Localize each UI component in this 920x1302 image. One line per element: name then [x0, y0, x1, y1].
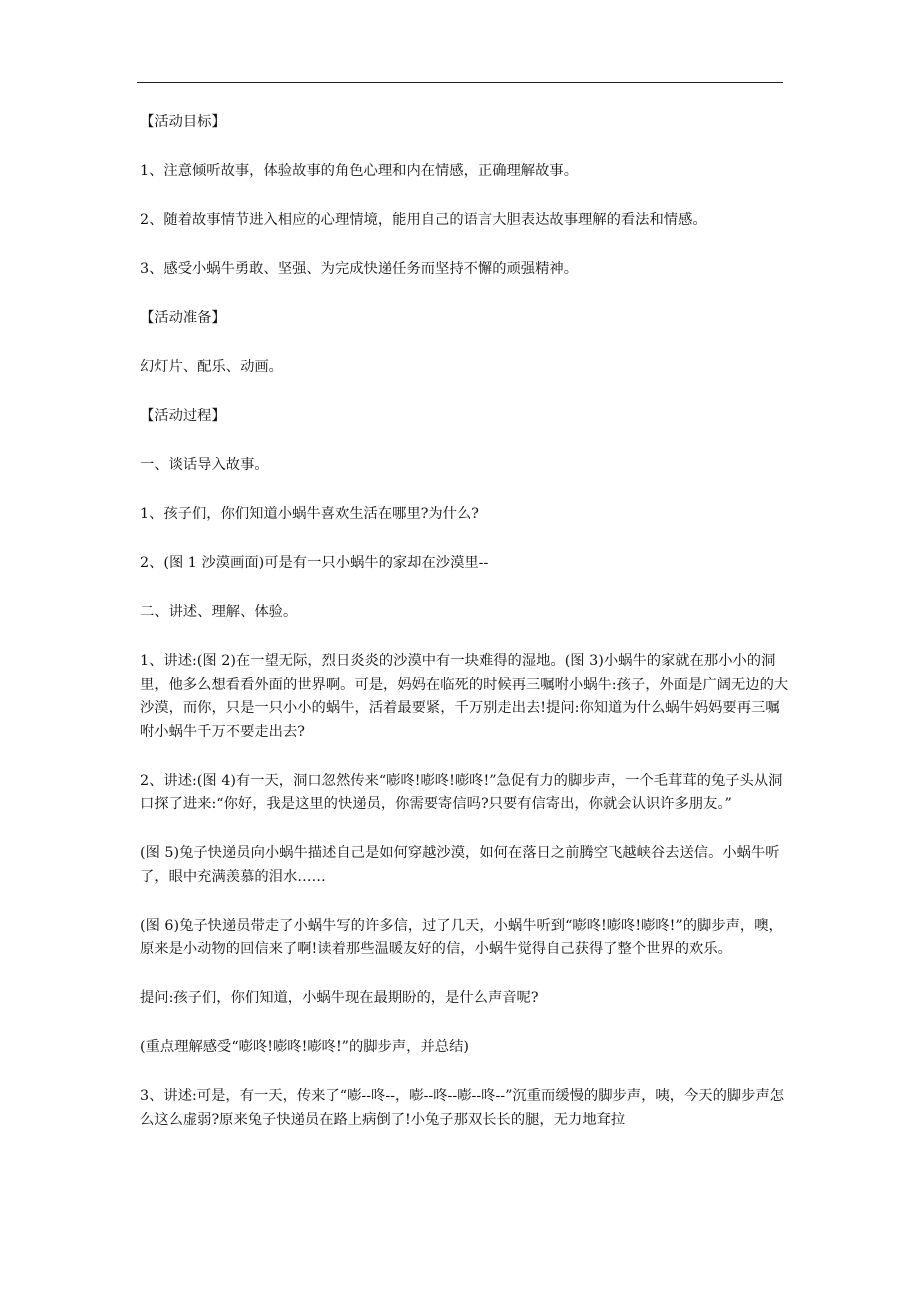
story-paragraph-4: (图 6)兔子快递员带走了小蜗牛写的许多信，过了几天，小蜗牛听到“嘭咚!嘭咚!嘭咚!”的脚步声，噢，原来是小动物的回信来了啊!读着那些温暖友好的信，小蜗牛觉得自己获得了整个世界的欢乐。 — [140, 917, 783, 957]
story-paragraph-3: (图 5)兔子快递员向小蜗牛描述自己是如何穿越沙漠，如何在落日之前腾空飞越峡谷去送信。小蜗牛听了，眼中充满羡慕的泪水…… — [140, 845, 780, 885]
preparation-text: 幻灯片、配乐、动画。 — [140, 359, 283, 375]
section-heading-goals: 【活动目标】 — [140, 114, 226, 130]
header-rule — [137, 82, 783, 83]
goal-item-1: 1、注意倾听故事，体验故事的角色心理和内在情感，正确理解故事。 — [140, 163, 578, 179]
section-heading-process: 【活动过程】 — [140, 408, 226, 424]
process-part-2-title: 二、讲述、理解、体验。 — [140, 604, 298, 620]
process-part-1-item-2: 2、(图 1 沙漠画面)可是有一只小蜗牛的家却在沙漠里-- — [140, 555, 489, 571]
process-part-1-item-1: 1、孩子们，你们知道小蜗牛喜欢生活在哪里?为什么? — [140, 506, 479, 522]
process-part-1-title: 一、谈话导入故事。 — [140, 457, 269, 473]
goal-item-2: 2、随着故事情节进入相应的心理情境，能用自己的语言大胆表达故事理解的看法和情感。 — [140, 212, 707, 228]
section-heading-preparation: 【活动准备】 — [140, 310, 226, 326]
question-paragraph: 提问:孩子们，你们知道，小蜗牛现在最期盼的，是什么声音呢? — [140, 990, 539, 1006]
story-paragraph-2: 2、讲述:(图 4)有一天，洞口忽然传来“嘭咚!嘭咚!嘭咚!”急促有力的脚步声，一个毛茸茸的兔子头从洞口探了进来:“你好，我是这里的快递员，你需要寄信吗?只要有信寄出，你就会认识许多朋友。” — [140, 772, 783, 812]
summary-paragraph: (重点理解感受“嘭咚!嘭咚!嘭咚!”的脚步声，并总结) — [140, 1039, 469, 1055]
story-paragraph-1: 1、讲述:(图 2)在一望无际，烈日炎炎的沙漠中有一块难得的湿地。(图 3)小蜗牛的家就在那小小的洞里，他多么想看看外面的世界啊。可是，妈妈在临死的时候再三嘱咐小蜗牛:孩子，外面是广阔无边的大沙漠，而你，只是一只小小的蜗牛，活着最要紧，千万别走出去!提问:你知道为什么蜗牛妈妈要再三嘱咐小蜗牛千万不要走出去? — [140, 653, 789, 740]
goal-item-3: 3、感受小蜗牛勇敢、坚强、为完成快递任务而坚持不懈的顽强精神。 — [140, 261, 578, 277]
story-paragraph-5: 3、讲述:可是，有一天，传来了“嘭--咚--，嘭--咚--嘭--咚--”沉重而缓慢的脚步声，咦，今天的脚步声怎么这么虚弱?原来兔子快递员在路上病倒了!小兔子那双长长的腿，无力地耷拉 — [140, 1088, 785, 1128]
document-body — [140, 111, 792, 1158]
